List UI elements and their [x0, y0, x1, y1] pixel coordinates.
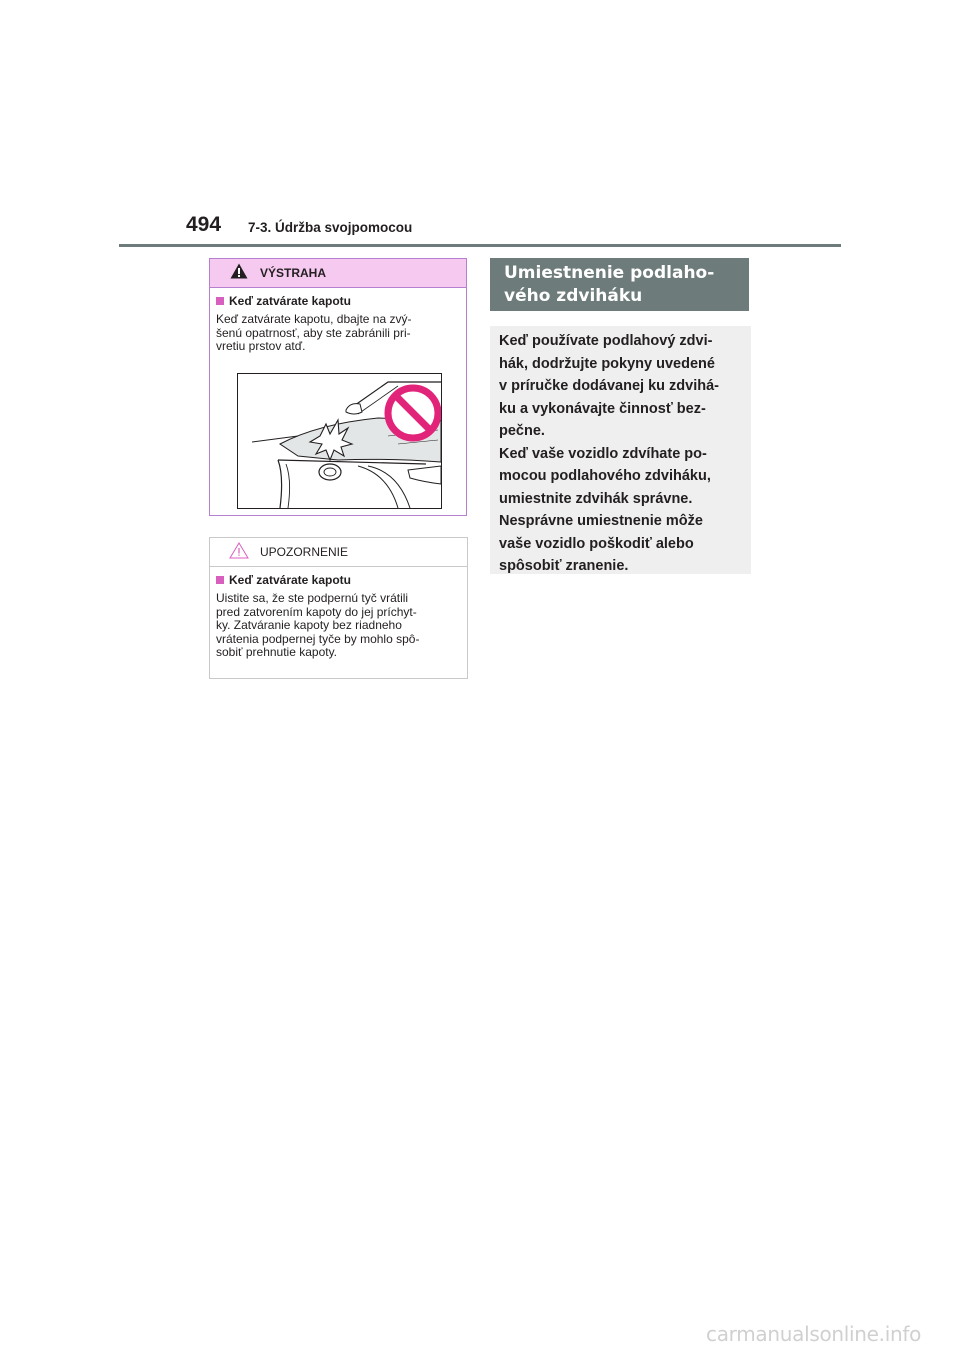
info-line: hák, dodržujte pokyny uvedené	[499, 355, 715, 372]
warning-subheading	[216, 294, 460, 308]
warning-text	[216, 313, 460, 354]
info-line: Keď vaše vozidlo zdvíhate po-	[499, 445, 707, 462]
warning-line: vretiu prstov atď.	[216, 339, 306, 353]
caution-line: pred zatvorením kapoty do jej príchyt-	[216, 604, 417, 619]
jack-info-box	[490, 326, 751, 574]
caution-line: sobiť prehnutie kapoty.	[216, 645, 338, 659]
caution-text	[216, 592, 461, 660]
car-hood-drawing	[238, 374, 441, 508]
caution-icon	[229, 542, 249, 559]
section-title: 7-3. Údržba svojpomocou	[248, 220, 413, 235]
info-line: umiestnite zdvihák správne.	[499, 490, 693, 507]
info-line: ku a vykonávajte činnosť bez-	[499, 400, 706, 417]
header-rule	[119, 244, 841, 247]
info-line: vaše vozidlo poškodiť alebo	[499, 535, 694, 552]
info-line: Nesprávne umiestnenie môže	[499, 513, 703, 529]
warning-icon	[230, 263, 248, 279]
caution-title: UPOZORNENIE	[260, 545, 349, 559]
warning-line: Keď zatvárate kapotu, dbajte na zvý-	[216, 312, 412, 326]
page-number: 494	[186, 213, 222, 236]
caution-subheading	[216, 573, 461, 587]
hood-closing-illustration	[237, 373, 442, 509]
heading-line: Umiestnenie podlaho-	[504, 263, 715, 283]
jack-section-heading	[490, 258, 749, 311]
warning-line: šenú opatrnosť, aby ste zabránili pri-	[216, 325, 411, 340]
caution-header	[210, 538, 467, 567]
warning-title: VÝSTRAHA	[260, 266, 327, 280]
caution-subheading-text: Keď zatvárate kapotu	[229, 573, 351, 587]
warning-box	[209, 258, 467, 516]
info-line: spôsobiť zranenie.	[499, 558, 629, 574]
caution-line: vrátenia podpernej tyče by mohlo spô-	[216, 631, 420, 646]
caution-line: Uistite sa, že ste podpernú tyč vrátili	[216, 591, 409, 605]
footer-watermark: carmanualsonline.info	[706, 1322, 922, 1346]
caution-line: ky. Zatváranie kapoty bez riadneho	[216, 618, 402, 632]
heading-line: vého zdviháku	[504, 285, 643, 306]
info-line: pečne.	[499, 423, 545, 439]
info-line: Keď používate podlahový zdvi-	[499, 333, 713, 349]
info-line: v príručke dodávanej ku zdvihá-	[499, 378, 719, 394]
caution-box	[209, 537, 468, 679]
bullet-square-icon	[216, 576, 224, 584]
warning-subheading-text: Keď zatvárate kapotu	[229, 294, 351, 308]
info-line: mocou podlahového zdviháku,	[499, 468, 711, 484]
warning-header	[210, 259, 466, 288]
bullet-square-icon	[216, 297, 224, 305]
